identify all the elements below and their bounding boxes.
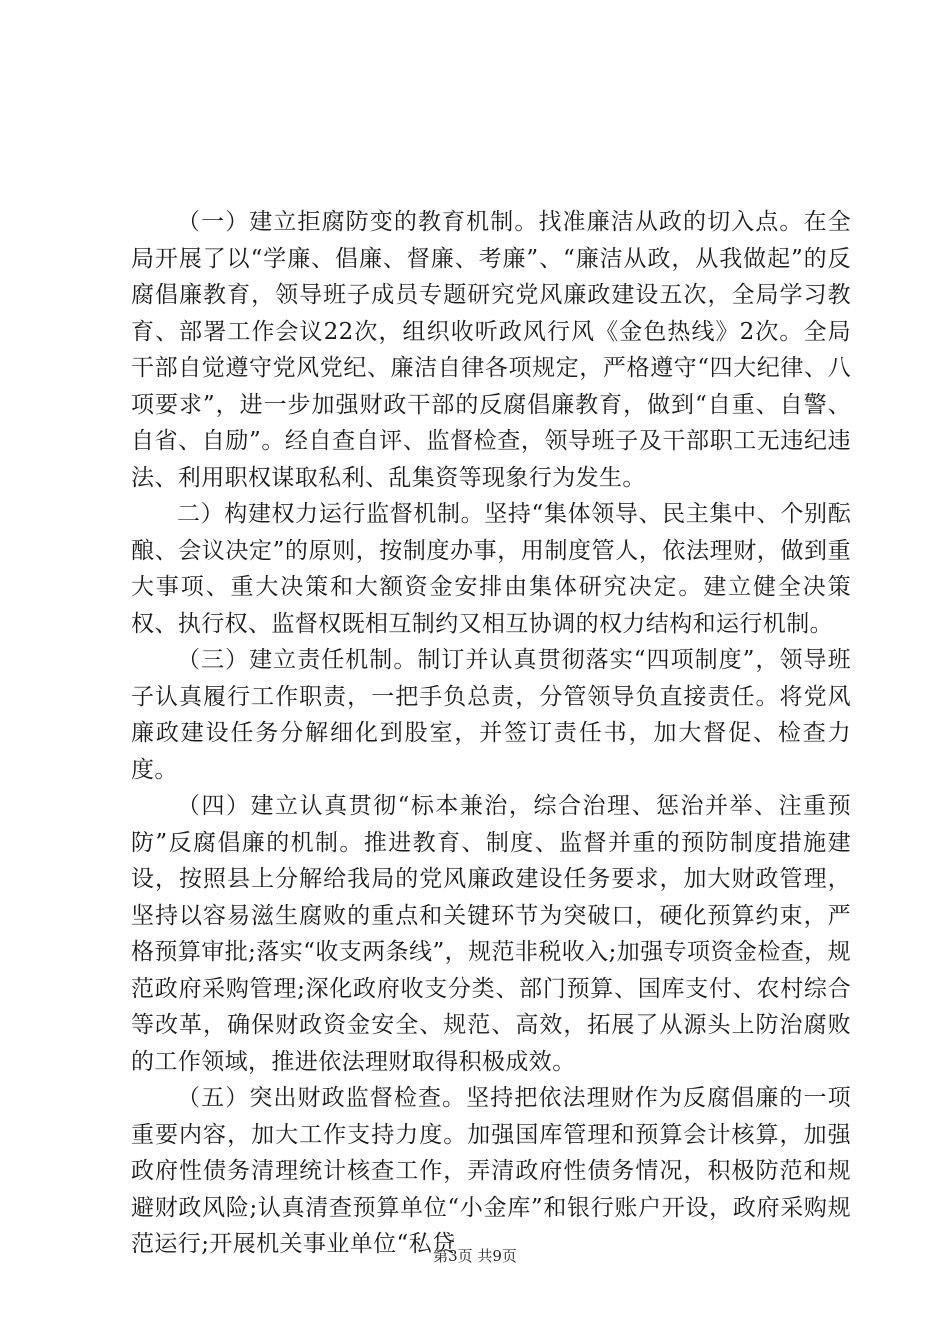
paragraph-fiscal-supervision: （五）突出财政监督检查。坚持把依法理财作为反腐倡廉的一项重要内容，加大工作支持力度。加强国库管理和预算会计核算，加强政府性债务清理统计核查工作，弄清政府性债务情况，积极防范和规避财政风险;认真清查预算单位“小金库”和银行账户开设，政府采购规范运行;开展机关事业单位“私贷 [131, 1085, 851, 1257]
paragraph-supervision-mechanism: 二）构建权力运行监督机制。坚持“集体领导、民主集中、个别酝酿、会议决定”的原则，按制度办事，用制度管人，依法理财，做到重大事项、重大决策和大额资金安排由集体研究决定。建立健全决策权、执行权、监督权既相互制约又相互协调的权力结构和运行机制。 [131, 501, 851, 637]
paragraph-prevention-mechanism: （四）建立认真贯彻“标本兼治，综合治理、惩治并举、注重预防”反腐倡廉的机制。推进教育、制度、监督并重的预防制度措施建设，按照县上分解给我局的党风廉政建设任务要求，加大财政管理，坚持以容易滋生腐败的重点和关键环节为突破口，硬化预算约束，严格预算审批;落实“收支两条线”，规范非税收入;加强专项资金检查，规范政府采购管理;深化政府收支分类、部门预算、国库支付、农村综合等改革，确保财政资金安全、规范、高效，拓展了从源头上防治腐败的工作领域，推进依法理财取得积极成效。 [131, 793, 851, 1075]
document-body [131, 204, 851, 1263]
page-number-footer: 第3页 共9页 [433, 1247, 517, 1265]
paragraph-responsibility-mechanism: （三）建立责任机制。制订并认真贯彻落实“四项制度”，领导班子认真履行工作职责，一把手负总责，分管领导负直接责任。将党风廉政建设任务分解细化到股室，并签订责任书，加大督促、检查力度。 [131, 647, 851, 783]
paragraph-education-mechanism: （一）建立拒腐防变的教育机制。找准廉洁从政的切入点。在全局开展了以“学廉、倡廉、督廉、考廉”、“廉洁从政，从我做起”的反腐倡廉教育，领导班子成员专题研究党风廉政建设五次，全局学习教育、部署工作会议22次，组织收听政风行风《金色热线》2次。全局干部自觉遵守党风党纪、廉洁自律各项规定，严格遵守“四大纪律、八项要求”，进一步加强财政干部的反腐倡廉教育，做到“自重、自警、自省、自励”。经自查自评、监督检查，领导班子及干部职工无违纪违法、利用职权谋取私利、乱集资等现象行为发生。 [131, 209, 851, 491]
